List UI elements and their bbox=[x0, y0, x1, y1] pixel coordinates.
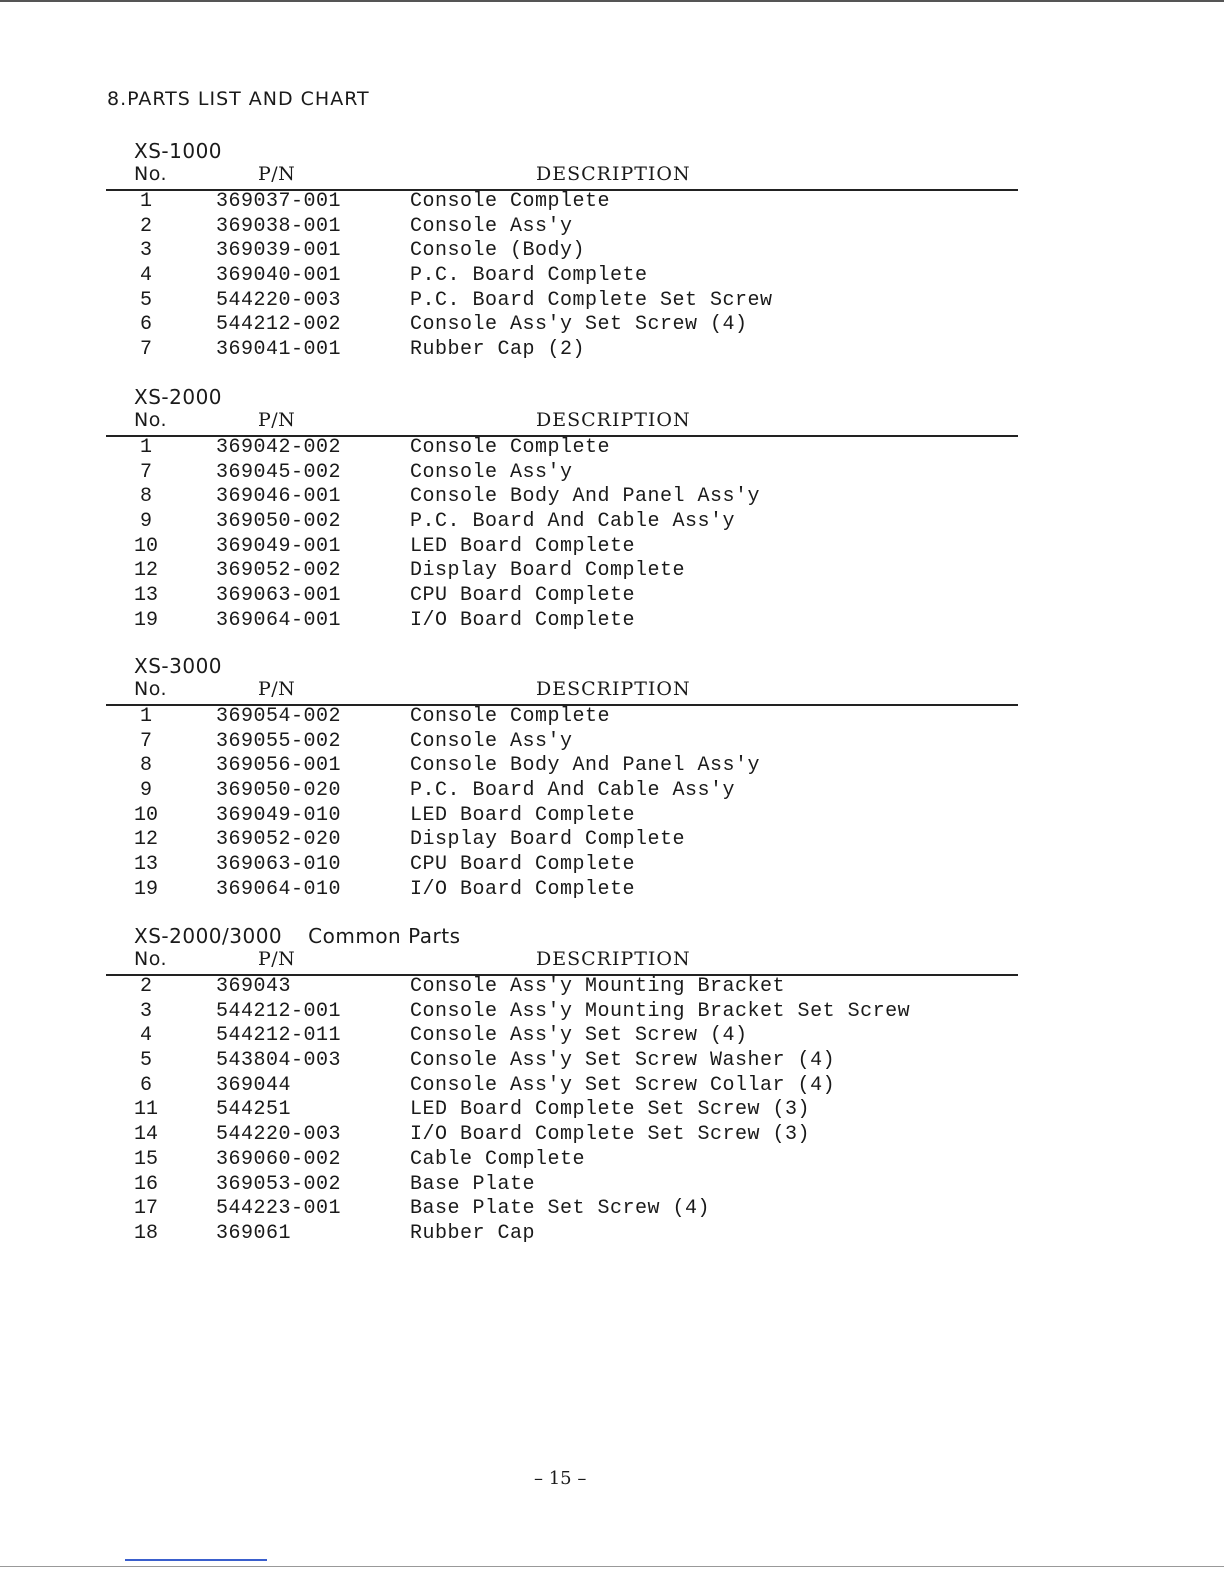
section-title-text: XS-2000 bbox=[134, 385, 223, 409]
part-number: 369049-001 bbox=[216, 534, 342, 558]
column-header-no: No. bbox=[134, 948, 168, 970]
column-header-pn: P/N bbox=[258, 948, 296, 970]
row-number: 2 bbox=[139, 975, 152, 998]
table-row bbox=[106, 1048, 1018, 1073]
row-number: 19 bbox=[133, 608, 158, 632]
table-row bbox=[106, 852, 1018, 877]
table-row bbox=[106, 460, 1018, 485]
parts-table bbox=[106, 435, 1018, 633]
part-description: LED Board Complete bbox=[410, 803, 636, 827]
table-row bbox=[106, 288, 1018, 313]
parts-table bbox=[106, 189, 1018, 362]
column-header-pn: P/N bbox=[258, 678, 296, 700]
column-header-no: No. bbox=[134, 409, 168, 431]
table-row bbox=[106, 534, 1018, 559]
row-number: 7 bbox=[139, 338, 152, 362]
part-number: 369049-010 bbox=[216, 803, 342, 827]
column-header-description: DESCRIPTION bbox=[536, 163, 691, 185]
row-number: 18 bbox=[133, 1221, 158, 1245]
table-row bbox=[106, 1097, 1018, 1122]
section-title bbox=[134, 139, 222, 163]
part-description: Display Board Complete bbox=[410, 559, 686, 583]
row-number: 4 bbox=[139, 264, 152, 288]
part-number: 369052-020 bbox=[216, 828, 342, 852]
row-number: 10 bbox=[133, 534, 158, 558]
row-number: 9 bbox=[139, 510, 152, 534]
part-number: 369038-001 bbox=[216, 214, 342, 238]
part-description: Console Ass'y Mounting Bracket Set Screw bbox=[410, 999, 911, 1023]
column-header-pn: P/N bbox=[258, 163, 296, 185]
table-row bbox=[106, 583, 1018, 608]
part-description: Console Ass'y bbox=[410, 729, 573, 753]
part-description: Cable Complete bbox=[410, 1147, 586, 1171]
row-number: 15 bbox=[133, 1147, 158, 1171]
top-rule bbox=[0, 0, 1224, 2]
part-number: 369052-002 bbox=[216, 559, 342, 583]
table-row bbox=[106, 999, 1018, 1024]
column-header-no: No. bbox=[134, 678, 168, 700]
page-heading: 8.PARTS LIST AND CHART bbox=[107, 88, 370, 110]
row-number: 13 bbox=[133, 853, 158, 877]
row-number: 3 bbox=[139, 999, 152, 1023]
row-number: 8 bbox=[139, 754, 152, 778]
row-number: 7 bbox=[139, 460, 152, 484]
part-number: 544223-001 bbox=[216, 1197, 342, 1221]
part-description: I/O Board Complete bbox=[410, 608, 636, 632]
part-number: 544220-003 bbox=[216, 1123, 342, 1147]
row-number: 9 bbox=[139, 779, 152, 803]
table-row bbox=[106, 337, 1018, 362]
part-number: 369045-002 bbox=[216, 460, 342, 484]
table-row bbox=[106, 1147, 1018, 1172]
part-number: 369053-002 bbox=[216, 1172, 342, 1196]
table-row bbox=[106, 1073, 1018, 1098]
column-header-pn: P/N bbox=[258, 409, 296, 431]
part-number: 369044 bbox=[216, 1073, 292, 1097]
part-description: P.C. Board And Cable Ass'y bbox=[410, 779, 736, 803]
row-number: 12 bbox=[133, 828, 158, 852]
table-row bbox=[106, 608, 1018, 633]
part-description: LED Board Complete bbox=[410, 534, 636, 558]
part-number: 369050-002 bbox=[216, 510, 342, 534]
part-number: 544212-002 bbox=[216, 313, 342, 337]
part-description: Console Complete bbox=[410, 190, 611, 213]
part-description: CPU Board Complete bbox=[410, 584, 636, 608]
table-row bbox=[106, 827, 1018, 852]
part-description: Display Board Complete bbox=[410, 828, 686, 852]
table-row bbox=[106, 558, 1018, 583]
table-row bbox=[106, 312, 1018, 337]
row-number: 6 bbox=[139, 313, 152, 337]
table-row bbox=[106, 877, 1018, 902]
table-row bbox=[106, 704, 1018, 729]
part-number: 544220-003 bbox=[216, 288, 342, 312]
part-description: P.C. Board And Cable Ass'y bbox=[410, 510, 736, 534]
part-description: Console Ass'y Set Screw (4) bbox=[410, 313, 748, 337]
part-number: 544212-001 bbox=[216, 999, 342, 1023]
row-number: 5 bbox=[139, 288, 152, 312]
row-number: 1 bbox=[139, 190, 152, 213]
table-row bbox=[106, 1172, 1018, 1197]
column-header-description: DESCRIPTION bbox=[536, 678, 691, 700]
part-description: Console Complete bbox=[410, 705, 611, 728]
part-description: Console Ass'y Set Screw Collar (4) bbox=[410, 1073, 836, 1097]
part-description: P.C. Board Complete bbox=[410, 264, 648, 288]
table-row bbox=[106, 753, 1018, 778]
row-number: 12 bbox=[133, 559, 158, 583]
part-description: I/O Board Complete Set Screw (3) bbox=[410, 1123, 811, 1147]
part-description: Console Body And Panel Ass'y bbox=[410, 485, 761, 509]
row-number: 14 bbox=[133, 1123, 158, 1147]
part-number: 369041-001 bbox=[216, 338, 342, 362]
part-number: 369064-001 bbox=[216, 608, 342, 632]
column-header-no: No. bbox=[134, 163, 168, 185]
table-row bbox=[106, 1221, 1018, 1246]
table-row bbox=[106, 238, 1018, 263]
table-row bbox=[106, 729, 1018, 754]
part-description: LED Board Complete Set Screw (3) bbox=[410, 1098, 811, 1122]
part-number: 369063-001 bbox=[216, 584, 342, 608]
part-number: 369037-001 bbox=[216, 190, 342, 213]
part-number: 544212-011 bbox=[216, 1024, 342, 1048]
row-number: 11 bbox=[133, 1098, 158, 1122]
part-description: CPU Board Complete bbox=[410, 853, 636, 877]
part-number: 369050-020 bbox=[216, 779, 342, 803]
part-number: 369039-001 bbox=[216, 239, 342, 263]
part-number: 369063-010 bbox=[216, 853, 342, 877]
table-row bbox=[106, 1196, 1018, 1221]
table-row bbox=[106, 778, 1018, 803]
row-number: 10 bbox=[133, 803, 158, 827]
table-row bbox=[106, 189, 1018, 214]
part-description: I/O Board Complete bbox=[410, 877, 636, 901]
part-description: Console Complete bbox=[410, 436, 611, 459]
section-title bbox=[134, 385, 222, 409]
part-number: 369055-002 bbox=[216, 729, 342, 753]
section-title-text: XS-3000 bbox=[134, 654, 223, 678]
table-row bbox=[106, 214, 1018, 239]
bottom-rule bbox=[0, 1566, 1224, 1567]
row-number: 8 bbox=[139, 485, 152, 509]
table-row bbox=[106, 1023, 1018, 1048]
table-row bbox=[106, 509, 1018, 534]
part-description: Console Ass'y bbox=[410, 460, 573, 484]
section-title bbox=[134, 654, 222, 678]
bottom-mark bbox=[125, 1559, 267, 1561]
part-number: 369060-002 bbox=[216, 1147, 342, 1171]
part-number: 369043 bbox=[216, 975, 292, 998]
row-number: 7 bbox=[139, 729, 152, 753]
row-number: 17 bbox=[133, 1197, 158, 1221]
part-description: Console Ass'y Set Screw Washer (4) bbox=[410, 1049, 836, 1073]
section-title-text: XS-2000/3000 bbox=[134, 924, 283, 948]
table-row bbox=[106, 803, 1018, 828]
part-description: Console (Body) bbox=[410, 239, 586, 263]
part-number: 369061 bbox=[216, 1221, 292, 1245]
row-number: 2 bbox=[139, 214, 152, 238]
part-number: 369056-001 bbox=[216, 754, 342, 778]
part-description: Rubber Cap (2) bbox=[410, 338, 586, 362]
row-number: 5 bbox=[139, 1049, 152, 1073]
parts-table bbox=[106, 704, 1018, 902]
column-header-description: DESCRIPTION bbox=[536, 409, 691, 431]
part-number: 544251 bbox=[216, 1098, 292, 1122]
table-row bbox=[106, 484, 1018, 509]
table-row bbox=[106, 435, 1018, 460]
part-number: 369042-002 bbox=[216, 436, 342, 459]
table-row bbox=[106, 263, 1018, 288]
section-title-text: XS-1000 bbox=[134, 139, 223, 163]
row-number: 4 bbox=[139, 1024, 152, 1048]
part-description: Console Ass'y bbox=[410, 214, 573, 238]
parts-table bbox=[106, 974, 1018, 1246]
part-number: 369064-010 bbox=[216, 877, 342, 901]
page-number: – 15 – bbox=[534, 1468, 587, 1489]
row-number: 6 bbox=[139, 1073, 152, 1097]
part-number: 369054-002 bbox=[216, 705, 342, 728]
table-row bbox=[106, 1122, 1018, 1147]
column-header-description: DESCRIPTION bbox=[536, 948, 691, 970]
row-number: 1 bbox=[139, 436, 152, 459]
part-description: Console Body And Panel Ass'y bbox=[410, 754, 761, 778]
part-number: 369046-001 bbox=[216, 485, 342, 509]
row-number: 3 bbox=[139, 239, 152, 263]
part-description: Rubber Cap bbox=[410, 1221, 536, 1245]
part-number: 369040-001 bbox=[216, 264, 342, 288]
section-title bbox=[134, 924, 461, 948]
section-subtitle: Common Parts bbox=[308, 924, 461, 948]
part-description: Console Ass'y Set Screw (4) bbox=[410, 1024, 748, 1048]
part-description: P.C. Board Complete Set Screw bbox=[410, 288, 773, 312]
row-number: 13 bbox=[133, 584, 158, 608]
part-description: Base Plate bbox=[410, 1172, 536, 1196]
row-number: 1 bbox=[139, 705, 152, 728]
row-number: 19 bbox=[133, 877, 158, 901]
part-description: Base Plate Set Screw (4) bbox=[410, 1197, 711, 1221]
part-description: Console Ass'y Mounting Bracket bbox=[410, 975, 786, 998]
table-row bbox=[106, 974, 1018, 999]
row-number: 16 bbox=[133, 1172, 158, 1196]
part-number: 543804-003 bbox=[216, 1049, 342, 1073]
